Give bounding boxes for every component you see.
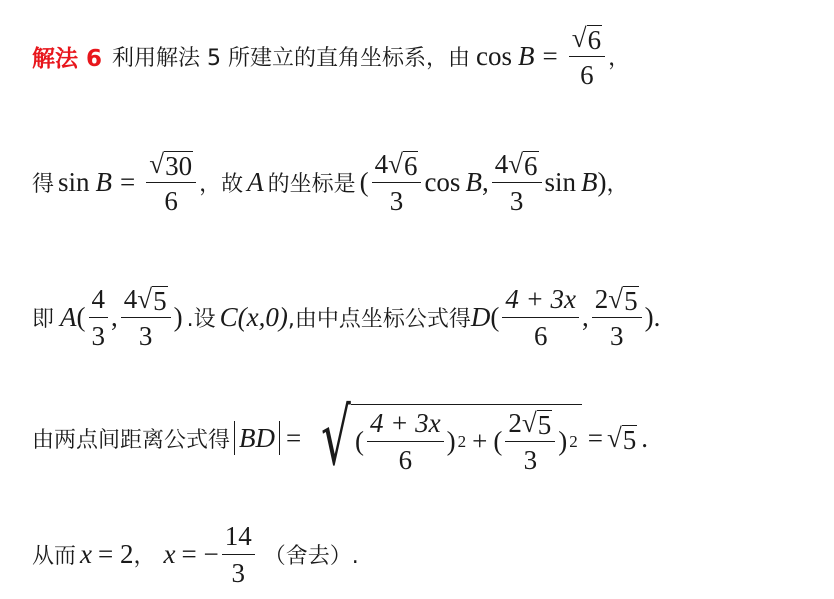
plus: + [472,426,488,456]
line1-tail: ， [608,46,631,71]
denominator: 3 [509,186,524,216]
solution-label: 解法 6 [32,46,103,72]
denominator: 6 [533,321,548,351]
abs-BD: BD [234,421,280,455]
radicand: 5 [622,425,637,455]
line5-tail: （舍去）. [263,544,359,569]
denominator: 3 [609,321,624,351]
var-A: A [60,302,77,332]
denominator: 3 [523,445,538,475]
paren-open: ( [490,302,500,332]
comma: , [481,167,489,197]
separator: ， [133,544,156,569]
var-B: B [95,167,113,197]
line2-lead: 得 [32,172,55,197]
solution-line-4 [32,393,649,483]
fraction-4sqrt6-over-3-b: 4 √ 6 3 [492,148,542,217]
exponent: 2 [457,431,467,451]
numerator: 4 [91,284,106,314]
distance-sqrt [311,393,581,483]
line1-text: 利用解法 5 所建立的直角坐标系，由 [112,46,471,71]
line2-mid1: ，故 [199,172,244,197]
solution-line-5 [32,520,359,589]
line2-tail: ， [606,172,629,197]
equals: = [286,422,302,453]
var-x: x [80,539,92,569]
numerator: 14 [224,521,252,551]
solution-line-2 [32,148,629,217]
radicand: 5 [624,286,638,316]
fraction-2sqrt5-over-3: 2 √ 5 3 [505,407,555,476]
coef: 2 [508,408,522,438]
denominator: 3 [91,321,106,351]
line2-mid2: 的坐标是 [267,172,356,197]
denominator: 6 [580,60,594,90]
radicand: 5 [153,286,167,316]
coef: 2 [594,284,609,314]
fraction-4plus3x-over-6 [502,283,579,352]
radicand: 30 [165,151,193,181]
sin-text: sin [58,167,90,197]
paren-close: ) [597,167,607,197]
line3-set: .设 [186,307,216,332]
equals: = [542,41,558,71]
radicand: 6 [524,151,538,181]
radicand: 5 [537,410,552,440]
radicand: 6 [587,25,602,55]
var-D: D [470,302,491,332]
denominator: 3 [389,186,404,216]
radicand: 6 [403,151,418,181]
cos-text: cos [476,41,513,71]
comma: , [111,302,118,332]
paren-open: ( [493,426,503,456]
equals-2: = 2 [98,539,134,569]
var-B: B [581,167,598,197]
paren-close: ) [558,426,568,456]
paren-open: ( [359,167,369,197]
paren-close-period: ). [644,302,661,332]
numerator: 4 + 3x [505,284,577,314]
fraction-4-over-3 [89,283,109,352]
comma: , [582,302,589,332]
denominator: 3 [231,558,245,588]
numerator: 4 + 3x [369,408,441,438]
fraction-4sqrt5-over-3: 4 √ 5 3 [121,283,171,352]
var-B: B [518,41,535,71]
denominator: 3 [138,321,153,351]
fraction-sqrt30-over-6: √ 30 6 [146,148,196,217]
coef: 4 [123,284,138,314]
paren-open: ( [354,426,364,456]
var-C: C [219,302,238,332]
period: . [641,422,649,453]
radical-sign: √ [321,393,352,483]
paren-close: ) [173,302,183,332]
exponent: 2 [569,431,578,451]
fraction-2sqrt5-over-3: 2 √ 5 3 [592,283,642,352]
denominator: 6 [164,186,178,216]
fraction-4plus3x-over-6 [367,407,444,476]
equals: = [120,167,136,197]
coef: 4 [494,149,509,179]
equals: = [587,422,603,453]
paren-open: ( [76,302,86,332]
var-A: A [247,167,264,197]
solution-line-3 [32,283,660,352]
result-sqrt5: √ 5 [606,423,637,455]
cos-text: cos [424,167,461,197]
paren-close: ) [446,426,456,456]
denominator: 6 [398,445,413,475]
fraction-4sqrt6-over-3: 4 √ 6 3 [372,148,422,217]
line4-lead: 由两点间距离公式得 [32,427,231,453]
var-B: B [465,167,482,197]
fraction-sqrt6-over-6: √ 6 6 [569,22,605,91]
line3-lead: 即 [32,307,55,332]
line3-mid: ,由中点坐标公式得 [287,307,471,332]
sin-text: sin [544,167,577,197]
coef: 4 [374,149,389,179]
line5-lead: 从而 [32,544,77,569]
var-x: x [163,539,176,569]
point-C-coords: (x,0) [237,302,288,332]
solution-line-1 [32,22,630,91]
equals-minus: = − [181,539,219,569]
fraction-14-over-3 [222,520,255,589]
